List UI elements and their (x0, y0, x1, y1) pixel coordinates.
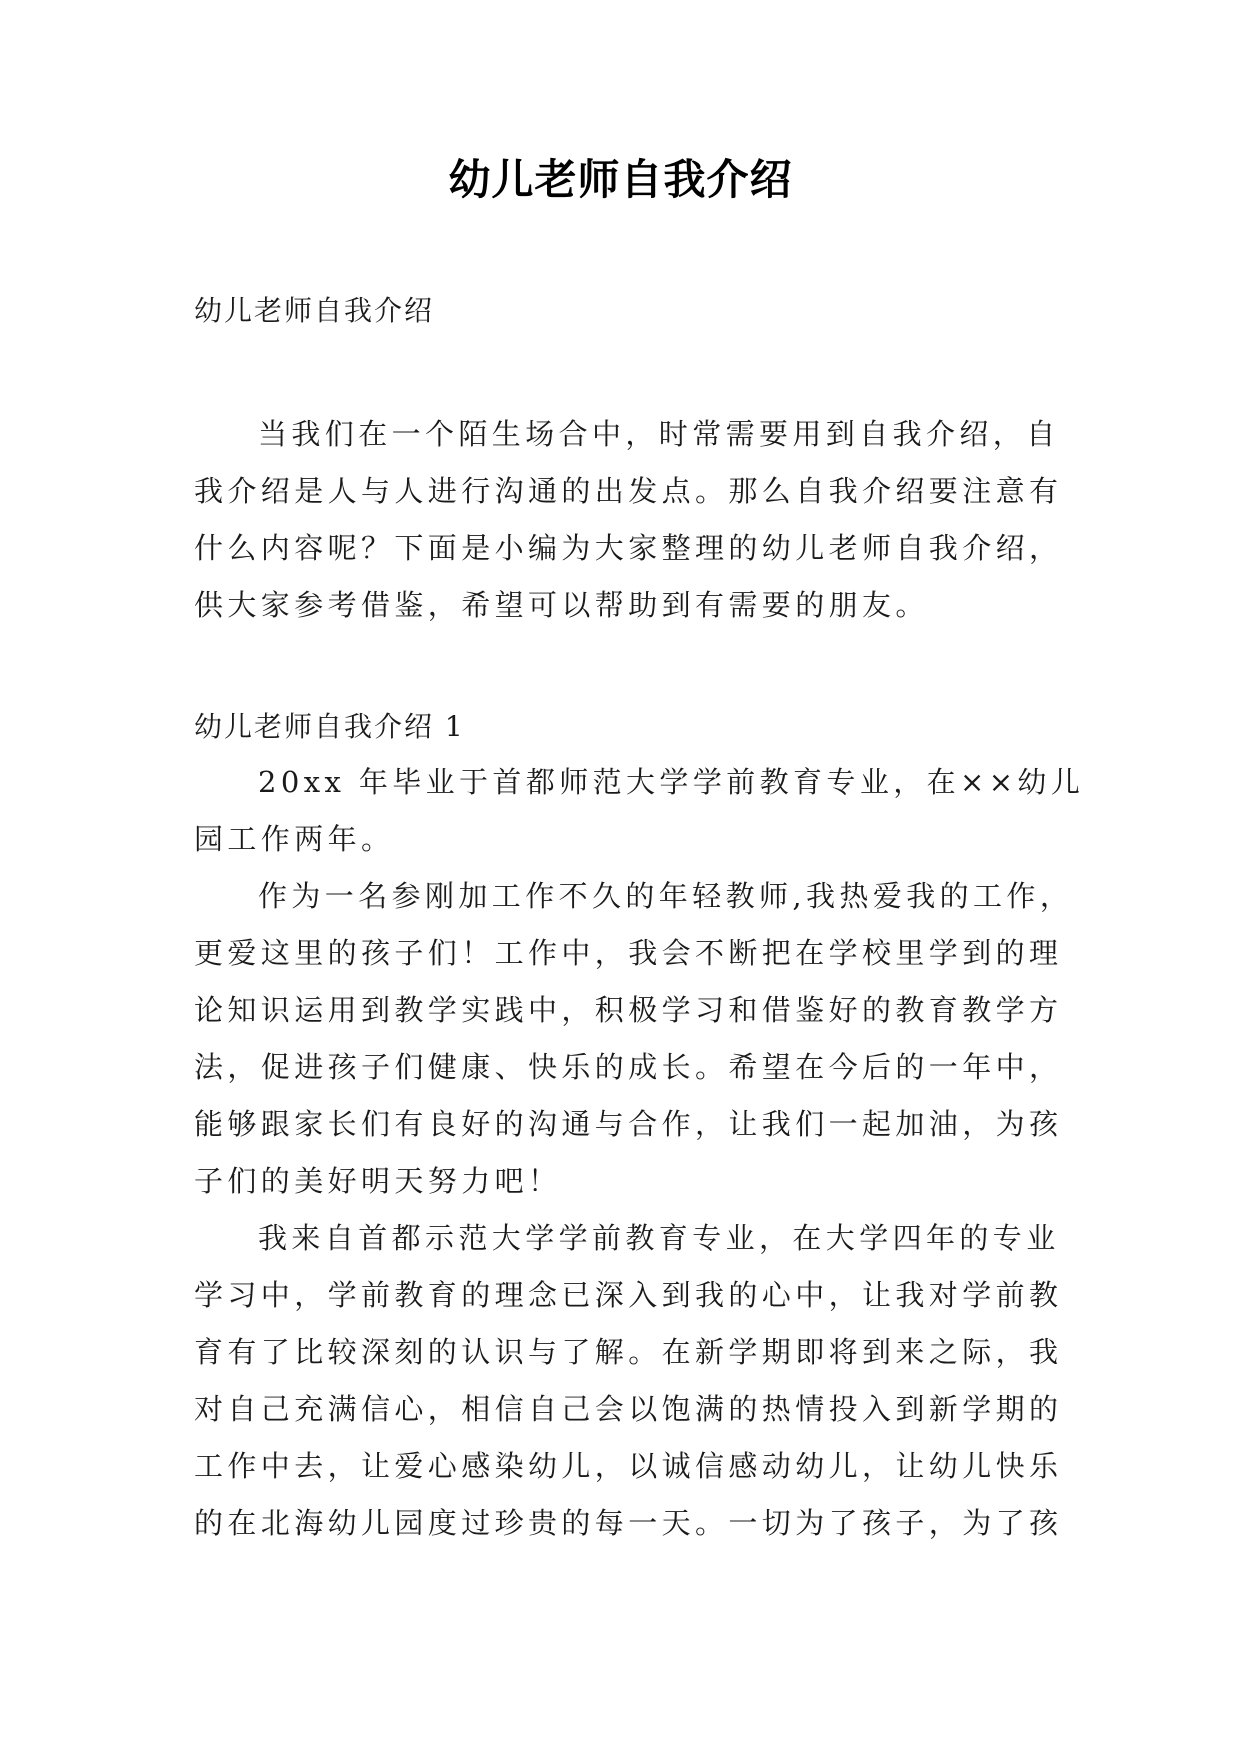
paragraph-line: 育有了比较深刻的认识与了解。在新学期即将到来之际，我 (194, 1335, 1063, 1369)
paragraph-line: 更爱这里的孩子们！工作中，我会不断把在学校里学到的理 (194, 936, 1063, 970)
paragraph-line: 的在北海幼儿园度过珍贵的每一天。一切为了孩子，为了孩 (194, 1506, 1063, 1540)
paragraph-line: 子们的美好明天努力吧！ (194, 1164, 562, 1198)
section-heading: 幼儿老师自我介绍 1 (194, 710, 465, 743)
paragraph-line: 作为一名参刚加工作不久的年轻教师,我热爱我的工作， (258, 879, 1074, 913)
paragraph-line: 20xx 年毕业于首都师范大学学前教育专业，在××幼儿 (258, 765, 1085, 799)
document-subtitle: 幼儿老师自我介绍 (194, 294, 435, 327)
paragraph-line: 法，促进孩子们健康、快乐的成长。希望在今后的一年中， (194, 1050, 1063, 1084)
intro-line: 当我们在一个陌生场合中，时常需要用到自我介绍，自 (258, 417, 1060, 451)
intro-line: 供大家参考借鉴，希望可以帮助到有需要的朋友。 (194, 588, 929, 622)
paragraph-line: 对自己充满信心，相信自己会以饱满的热情投入到新学期的 (194, 1392, 1063, 1426)
paragraph-line: 我来自首都示范大学学前教育专业，在大学四年的专业 (258, 1221, 1060, 1255)
intro-line: 我介绍是人与人进行沟通的出发点。那么自我介绍要注意有 (194, 474, 1063, 508)
paragraph-line: 能够跟家长们有良好的沟通与合作，让我们一起加油，为孩 (194, 1107, 1063, 1141)
paragraph-line: 园工作两年。 (194, 822, 395, 856)
paragraph-line: 学习中，学前教育的理念已深入到我的心中，让我对学前教 (194, 1278, 1063, 1312)
document-title: 幼儿老师自我介绍 (448, 155, 793, 204)
paragraph-line: 工作中去，让爱心感染幼儿，以诚信感动幼儿，让幼儿快乐 (194, 1449, 1063, 1483)
paragraph-line: 论知识运用到教学实践中，积极学习和借鉴好的教育教学方 (194, 993, 1063, 1027)
intro-line: 什么内容呢？下面是小编为大家整理的幼儿老师自我介绍， (194, 531, 1063, 565)
